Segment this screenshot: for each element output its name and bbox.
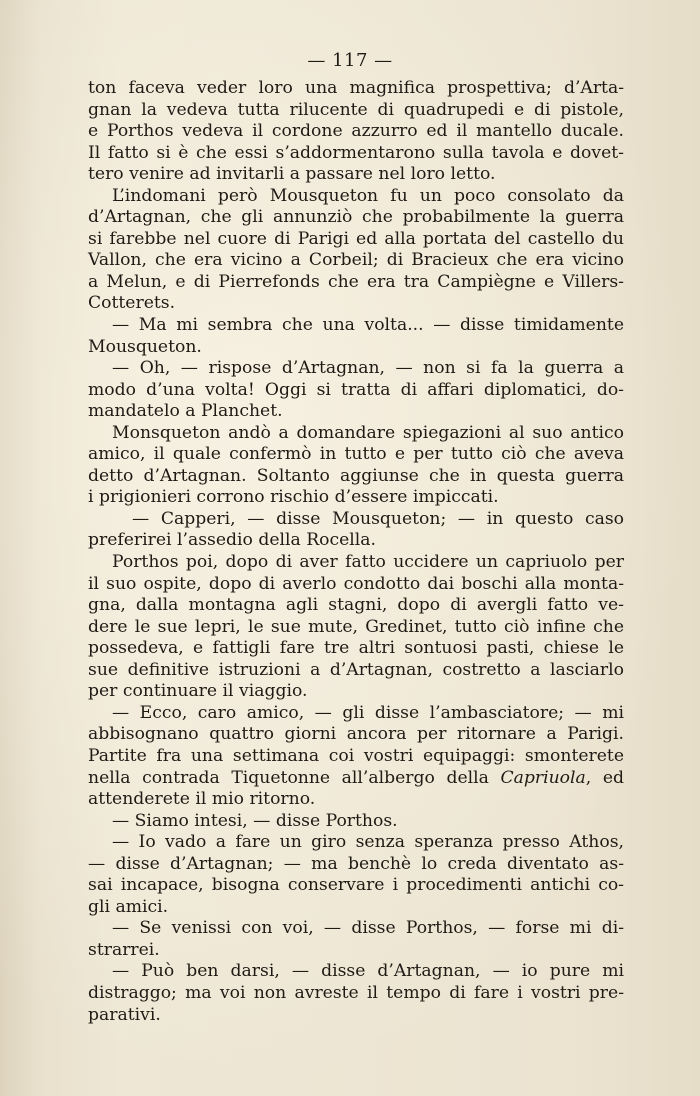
text-line: L’indomani però Mousqueton fu un poco consolato da xyxy=(112,185,624,206)
text-line: mandatelo a Planchet. xyxy=(88,401,283,422)
text-line: — Ecco, caro amico, — gli disse l’ambasciatore; — mi xyxy=(112,702,624,723)
text-line: tero venire ad invitarli a passare nel loro letto. xyxy=(88,164,496,185)
text-line: il suo ospite, dopo di averlo condotto dai boschi alla monta- xyxy=(88,573,624,594)
text-line: dere le sue lepri, le sue mute, Gredinet, tutto ciò infine che xyxy=(88,616,624,637)
text-line: Mousqueton. xyxy=(88,336,202,357)
text-line: strarrei. xyxy=(88,939,160,960)
text-line: — Se venissi con voi, — disse Porthos, — forse mi di- xyxy=(112,918,624,939)
text-line: detto d’Artagnan. Soltanto aggiunse che in questa guerra xyxy=(88,465,624,486)
text-line: — Capperi, — disse Mousqueton; — in questo caso xyxy=(132,508,624,529)
text-line: attenderete il mio ritorno. xyxy=(88,789,316,810)
text-line: — Siamo intesi, — disse Porthos. xyxy=(112,810,398,831)
text-line: per continuare il viaggio. xyxy=(88,681,308,702)
text-line: Partite fra una settimana coi vostri equipaggi: smonterete xyxy=(88,745,624,766)
text-line: — Oh, — rispose d’Artagnan, — non si fa la guerra a xyxy=(112,358,624,379)
page-number: — 117 — xyxy=(307,50,393,71)
text-line: distraggo; ma voi non avreste il tempo di fare i vostri pre- xyxy=(88,982,624,1003)
text-line: e Porthos vedeva il cordone azzurro ed il mantello ducale. xyxy=(88,121,624,142)
text-line: sai incapace, bisogna conservare i procedimenti antichi co- xyxy=(88,875,624,896)
text-line: sue definitive istruzioni a d’Artagnan, costretto a lasciarlo xyxy=(88,659,624,680)
text-line: preferirei l’assedio della Rocella. xyxy=(88,530,376,551)
text-line: possedeva, e fattigli fare tre altri sontuosi pasti, chiese le xyxy=(88,638,624,659)
text-line: Vallon, che era vicino a Corbeil; di Bracieux che era vicino xyxy=(88,250,624,271)
text-segment: nella contrada Tiquetonne all’albergo della xyxy=(88,767,501,788)
text-segment: , ed xyxy=(585,767,624,788)
text-line: gli amici. xyxy=(88,896,169,917)
text-line: — Ma mi sembra che una volta... — disse timidamente xyxy=(112,315,624,336)
text-line: gna, dalla montagna agli stagni, dopo di avergli fatto ve- xyxy=(88,595,624,616)
text-line: amico, il quale confermò in tutto e per tutto ciò che aveva xyxy=(88,444,624,465)
text-line: Il fatto si è che essi s’addormentarono sulla tavola e dovet- xyxy=(88,142,624,163)
text-line: Monsqueton andò a domandare spiegazioni al suo antico xyxy=(112,422,624,443)
text-line: Porthos poi, dopo di aver fatto uccidere un capriuolo per xyxy=(112,552,624,573)
text-line: modo d’una volta! Oggi si tratta di affari diplomatici, do- xyxy=(88,379,624,400)
text-line: — disse d’Artagnan; — ma benchè lo creda diventato as- xyxy=(88,853,624,874)
text-line: a Melun, e di Pierrefonds che era tra Campiègne e Villers- xyxy=(88,271,624,292)
text-line: abbisognano quattro giorni ancora per ritornare a Parigi. xyxy=(88,724,624,745)
text-line: — Può ben darsi, — disse d’Artagnan, — io pure mi xyxy=(112,961,624,982)
italic-title: Capriuola xyxy=(500,767,586,788)
text-line xyxy=(88,768,624,790)
text-line: ton faceva veder loro una magnifica prospettiva; d’Arta- xyxy=(88,78,624,98)
text-line: si farebbe nel cuore di Parigi ed alla portata del castello du xyxy=(88,228,624,249)
text-line: gnan la vedeva tutta rilucente di quadrupedi e di pistole, xyxy=(88,99,624,120)
body-text xyxy=(88,78,624,1026)
text-line: parativi. xyxy=(88,1004,161,1025)
text-line: i prigionieri corrono rischio d’essere impiccati. xyxy=(88,487,499,508)
text-line: d’Artagnan, che gli annunziò che probabilmente la guerra xyxy=(88,207,624,228)
text-line: — Io vado a fare un giro senza speranza presso Athos, xyxy=(112,832,624,853)
text-line: Cotterets. xyxy=(88,293,176,314)
